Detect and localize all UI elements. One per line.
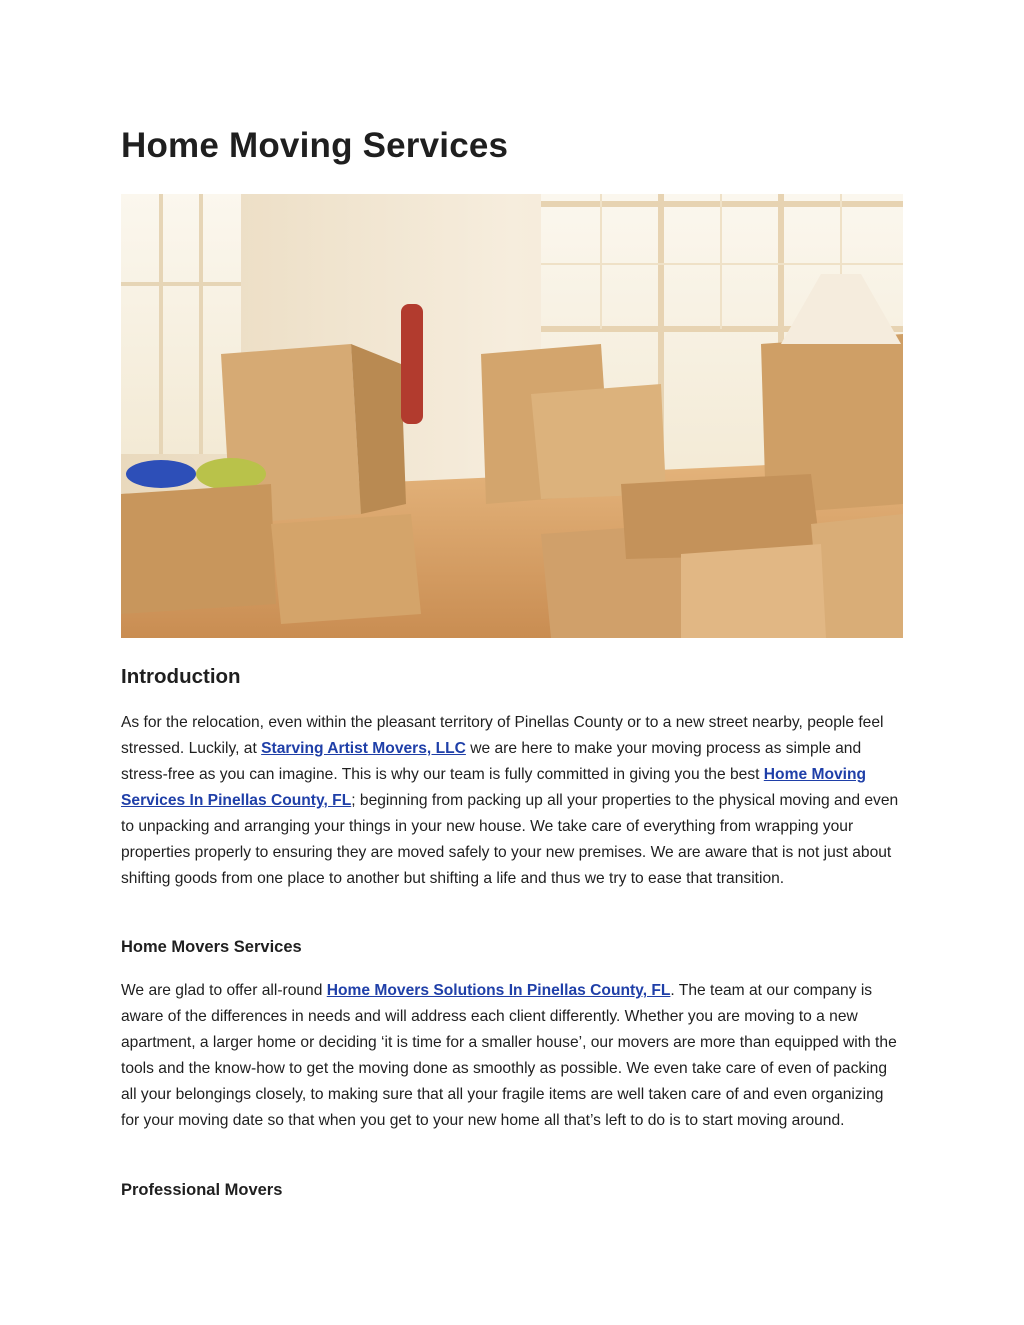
home-movers-solutions-link[interactable]: Home Movers Solutions In Pinellas County, FL [326,982,671,999]
professional-movers-heading: Professional Movers [121,1181,283,1199]
home-movers-paragraph [121,978,903,1134]
intro-text-3: ; beginning from packing up all your properties to the physical moving and even to unpacking and arranging your things in your new house. We take care of everything from wrapping your properties properly to ensuring they are moved safely to your new premises. We are aware that is not just about shifting goods from one place to another but shifting a life and thus we try to ease that transition. [121,792,899,887]
movers-text-1: We are glad to offer all-round [121,982,327,999]
hero-image [121,194,903,638]
starving-artist-movers-link[interactable]: Starving Artist Movers, LLC [261,740,466,757]
introduction-paragraph [121,710,903,892]
home-movers-heading: Home Movers Services [121,938,302,956]
introduction-heading: Introduction [121,665,241,688]
page-title: Home Moving Services [121,126,509,165]
movers-text-2: . The team at our company is aware of the differences in needs and will address each client differently. Whether you are moving to a new apartment, a larger home or deciding ‘it is time for a smaller house’, our movers are more than equipped with the tools and the know-how to get the moving done as smoothly as possible. We even take care of even of packing all your belongings closely, to making sure that all your fragile items are well taken care of and even organizing for your moving date so that when you get to your new home all that’s left to do is to start moving around. [121,982,897,1129]
intro-text-1: As for the relocation, even within the pleasant territory of Pinellas County or to a new street nearby, people feel stressed. Luckily, at [121,714,884,757]
intro-text-2: we are here to make your moving process as simple and stress-free as you can imagine. This is why our team is fully committed in giving you the best [121,740,862,783]
home-moving-services-link[interactable]: Home Moving Services In Pinellas County, FL [121,766,867,809]
